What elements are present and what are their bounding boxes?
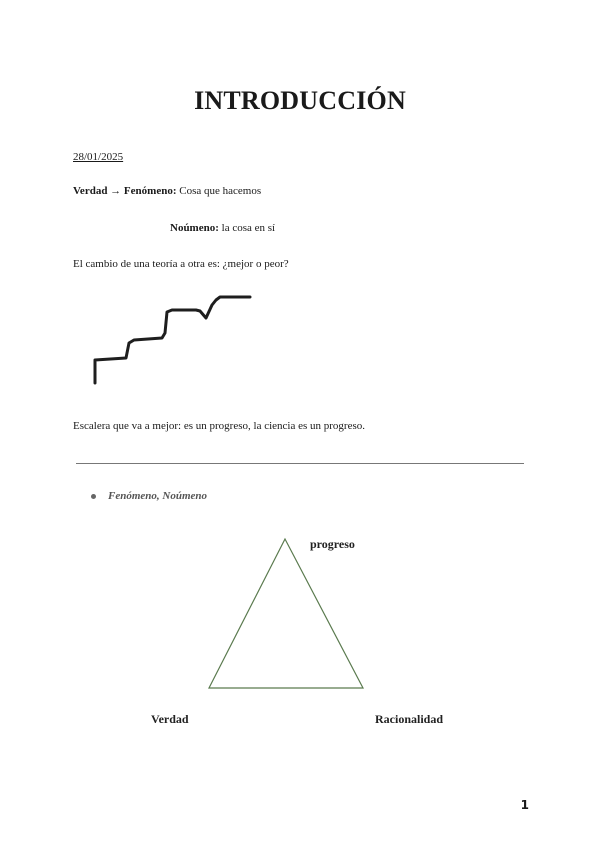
triangle-label-left: Verdad <box>151 712 189 726</box>
staircase-caption: Escalera que va a mejor: es un progreso, la ciencia es un progreso. <box>73 420 365 432</box>
term-noumeno: Noúmeno: <box>170 222 219 234</box>
triangle-label-top: progreso <box>310 537 355 551</box>
definition-fenomeno-text: Cosa que hacemos <box>176 185 262 197</box>
page-title: INTRODUCCIÓN <box>194 86 406 115</box>
definition-noumeno-text: la cosa en sí <box>218 222 276 234</box>
term-fenomeno: Verdad → Fenómeno: <box>73 185 177 197</box>
question-text: El cambio de una teoría a otra es: ¿mejor o peor? <box>73 258 289 270</box>
date: 28/01/2025 <box>73 151 124 163</box>
page-number: 1 <box>520 798 529 812</box>
triangle-shape <box>209 539 363 688</box>
triangle-label-right: Racionalidad <box>375 712 444 726</box>
bullet-item: Fenómeno, Noúmeno <box>108 490 208 502</box>
